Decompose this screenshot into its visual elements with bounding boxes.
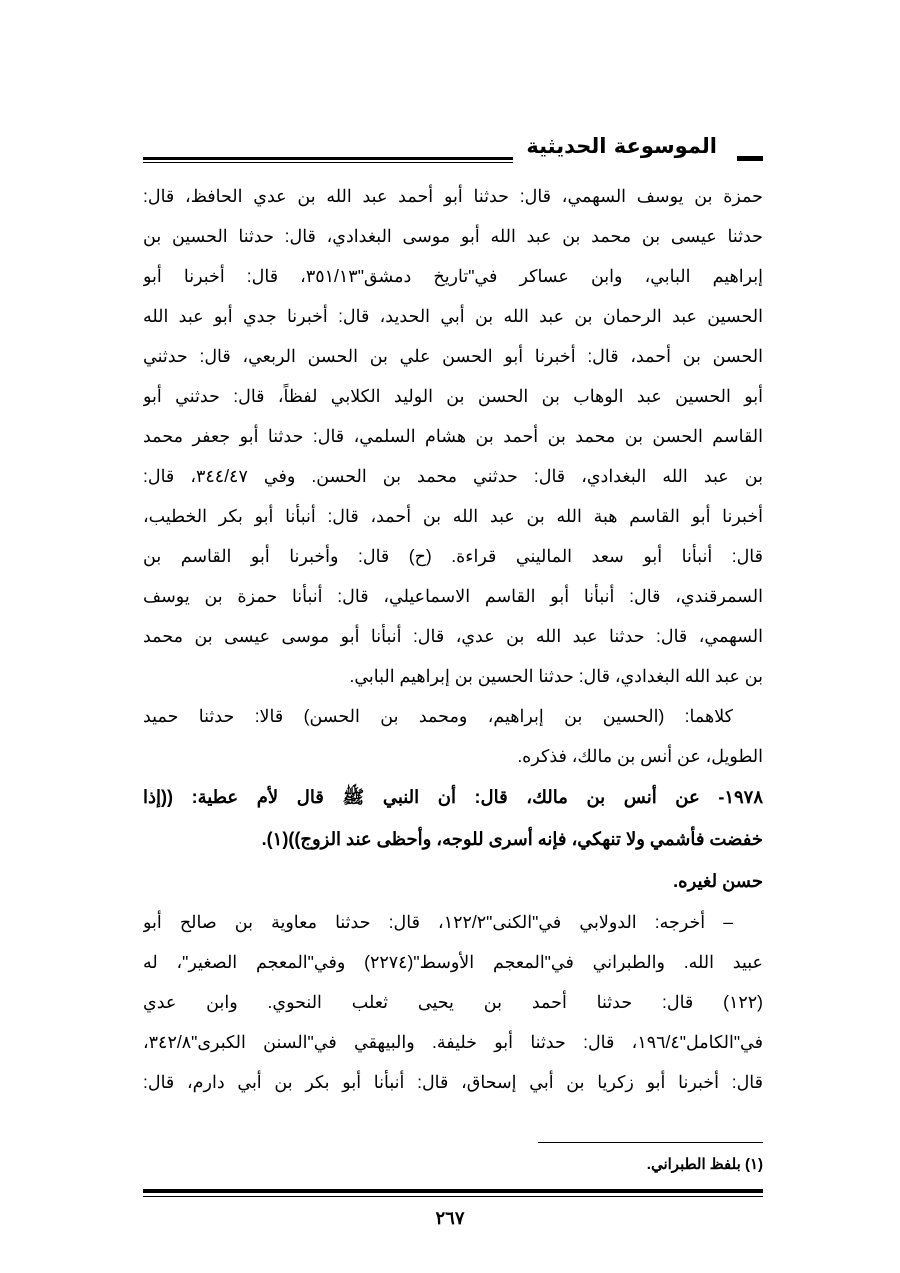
text-line: قال: أخبرنا أبو زكريا بن أبي إسحاق، قال: أنبأنا أبو بكر بن أبي دارم، قال: xyxy=(143,1072,763,1092)
text-line: الحسن بن أحمد، قال: أخبرنا أبو الحسن علي بن الحسن الربعي، قال: حدثني xyxy=(143,346,763,366)
header-rule-right xyxy=(737,156,763,161)
text-line: الحسين عبد الرحمان بن عبد الله بن أبي الحديد، قال: أخبرنا جدي أبو عبد الله xyxy=(143,306,763,326)
text-line: السمرقندي، قال: أنبأنا أبو القاسم الاسماعيلي، قال: أنبأنا حمزة بن يوسف xyxy=(143,586,763,606)
text-line: كلاهما: (الحسين بن إبراهيم، ومحمد بن الحسن) قالا: حدثنا حميد xyxy=(143,706,733,726)
page-number: ٢٦٧ xyxy=(435,1208,465,1228)
header-rule-left xyxy=(143,157,513,160)
text-line: إبراهيم البابي، وابن عساكر في"تاريخ دمشق"٣٥١/١٣، قال: أخبرنا أبو xyxy=(143,266,763,286)
text-line: أبو الحسين عبد الوهاب بن الحسن بن الوليد الكلابي لفظاً، قال: حدثني أبو xyxy=(143,386,763,406)
text-line: في"الكامل"١٩٦/٤، قال: حدثنا أبو خليفة. والبيهقي في"السنن الكبرى"٣٤٢/٨، xyxy=(143,1032,763,1052)
header-rule-left-thin xyxy=(143,162,513,163)
page-header xyxy=(143,132,763,172)
footnote-rule xyxy=(538,1142,763,1143)
body-text xyxy=(143,176,763,1102)
footer-rule-thin xyxy=(143,1196,763,1197)
text-line: السهمي، قال: حدثنا عبد الله بن عدي، قال: أنبأنا أبو موسى عيسى بن محمد xyxy=(143,626,763,646)
text-line: عبيد الله. والطبراني في"المعجم الأوسط"(٢٢٧٤) وفي"المعجم الصغير"، له xyxy=(143,952,763,972)
header-title: الموسوعة الحديثية xyxy=(526,134,717,158)
text-line: الطويل، عن أنس بن مالك، فذكره. xyxy=(517,746,763,766)
hadith-heading-line: ١٩٧٨- عن أنس بن مالك، قال: أن النبي ﷺ قال لأم عطية: ((إذا xyxy=(143,787,763,807)
footnote: (١) بلفظ الطبراني. xyxy=(646,1156,763,1173)
text-line: بن عبد الله البغدادي، قال: حدثنا الحسين بن إبراهيم البابي. xyxy=(349,666,763,686)
text-line: (١٢٢) قال: حدثنا أحمد بن يحيى ثعلب النحوي. وابن عدي xyxy=(143,992,763,1012)
footer-rule xyxy=(143,1189,763,1193)
text-line: قال: أنبأنا أبو سعد الماليني قراءة. (ح) قال: وأخبرنا أبو القاسم بن xyxy=(143,546,763,566)
hadith-grade: حسن لغيره. xyxy=(673,871,763,891)
hadith-heading-line: خفضت فأشمي ولا تنهكي، فإنه أسرى للوجه، وأحظى عند الزوج))(١). xyxy=(261,829,763,849)
text-line: القاسم الحسن بن محمد بن أحمد بن هشام السلمي، قال: حدثنا أبو جعفر محمد xyxy=(143,426,763,446)
text-line: – أخرجه: الدولابي في"الكنى"١٢٢/٢، قال: حدثنا معاوية بن صالح أبو xyxy=(143,912,733,932)
text-line: حمزة بن يوسف السهمي، قال: حدثنا أبو أحمد عبد الله بن عدي الحافظ، قال: xyxy=(143,186,763,206)
text-line: بن عبد الله البغدادي، قال: حدثني محمد بن الحسن. وفي ٣٤٤/٤٧، قال: xyxy=(143,466,763,486)
text-line: حدثنا عيسى بن محمد بن عبد الله أبو موسى البغدادي، قال: حدثنا الحسين بن xyxy=(143,226,763,246)
text-line: أخبرنا أبو القاسم هبة الله بن عبد الله بن أحمد، قال: أنبأنا أبو بكر الخطيب، xyxy=(143,506,763,526)
